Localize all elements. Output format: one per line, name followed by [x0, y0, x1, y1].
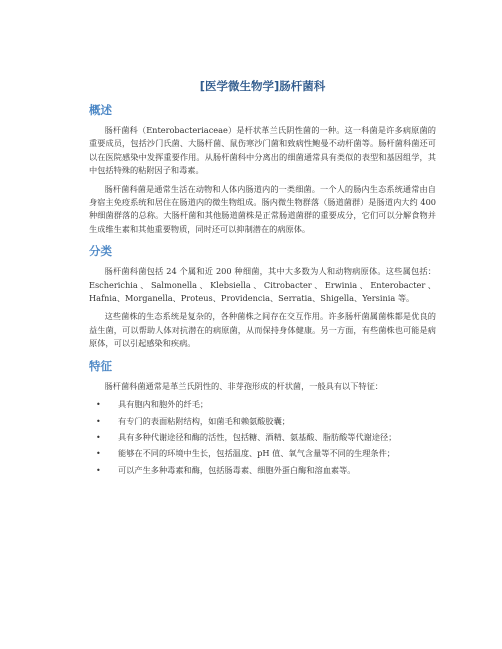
bullet-icon: • [96, 416, 101, 426]
list-item [89, 447, 436, 460]
list-item [89, 415, 436, 428]
section-classification [89, 244, 436, 350]
list-item [89, 398, 436, 411]
list-item [89, 464, 436, 477]
list-item-text: 有专门的表面粘附结构，如菌毛和赖氨酸胶囊； [118, 415, 290, 426]
bullet-icon: • [96, 432, 101, 442]
list-item [89, 431, 436, 444]
overview-paragraph-1: 肠杆菌科（Enterobacteriaceae）是杆状革兰氏阴性菌的一种。这一科菌是许多病原菌的重要成员，包括沙门氏菌、大肠杆菌、鼠伤寒沙门菌和致病性鲍曼不动杆菌等。肠杆菌科菌还可以在医院感染中发挥重要作用。从肠杆菌科中分离出的细菌通常具有类似的表型和基因组学，其中包括特殊的粘附因子和毒素。 [89, 125, 436, 176]
list-item-text: 能够在不同的环境中生长，包括温度、pH 值、氧气含量等不同的生理条件； [118, 448, 395, 459]
bullet-icon: • [96, 465, 101, 475]
list-item-text: 可以产生多种毒素和酶，包括肠毒素、细胞外蛋白酶和溶血素等。 [118, 464, 356, 475]
classification-paragraph-2: 这些菌株的生态系统是复杂的，各种菌株之间存在交互作用。许多肠杆菌属菌株都是优良的益生菌，可以帮助人体对抗潜在的病原菌，从而保持身体健康。另一方面，有些菌株也可能是病原体，可以引起感染和疾病。 [89, 311, 436, 349]
bullet-icon: • [96, 449, 101, 459]
section-heading-overview: 概述 [89, 103, 112, 117]
document-title: [医学微生物学]肠杆菌科 [199, 79, 326, 93]
section-features [89, 359, 436, 477]
section-heading-features: 特征 [89, 358, 112, 373]
overview-paragraph-2: 肠杆菌科菌是通常生活在动物和人体内肠道内的一类细菌。一个人的肠内生态系统通常由自身宿主免疫系统和居住在肠道内的微生物组成。肠内微生物群落（肠道菌群）是肠道内大约 400 种细菌群落的总称。大肠杆菌和其他肠道菌株是正常肠道菌群的重要成分，它们可以分解食物并生成维生素和其他重要物质，同时还可以抑制潜在的病原体。 [89, 183, 436, 234]
features-bullet-list [89, 398, 436, 477]
features-intro: 肠杆菌科菌通常是革兰氏阴性的、非芽孢形成的杆状菌，一般具有以下特征： [104, 380, 383, 391]
list-item-text: 具有多种代谢途径和酶的活性，包括糖、酒精、氨基酸、脂肪酸等代谢途径； [118, 431, 397, 442]
list-item-text: 具有胞内和胞外的纤毛； [118, 399, 209, 410]
section-overview [89, 103, 436, 236]
bullet-icon: • [96, 400, 101, 410]
section-heading-classification: 分类 [89, 244, 112, 259]
classification-paragraph-1: 肠杆菌科菌包括 24 个属和近 200 种细菌，其中大多数为人和动物病原体。这些属包括：Escherichia、Salmonella、Klebsiella、Citrobacter、Erwinia、Enterobacter、Hafnia、Morganella、Proteus、Providencia、Serratia、Shigella、Yersinia 等。 [89, 266, 436, 304]
